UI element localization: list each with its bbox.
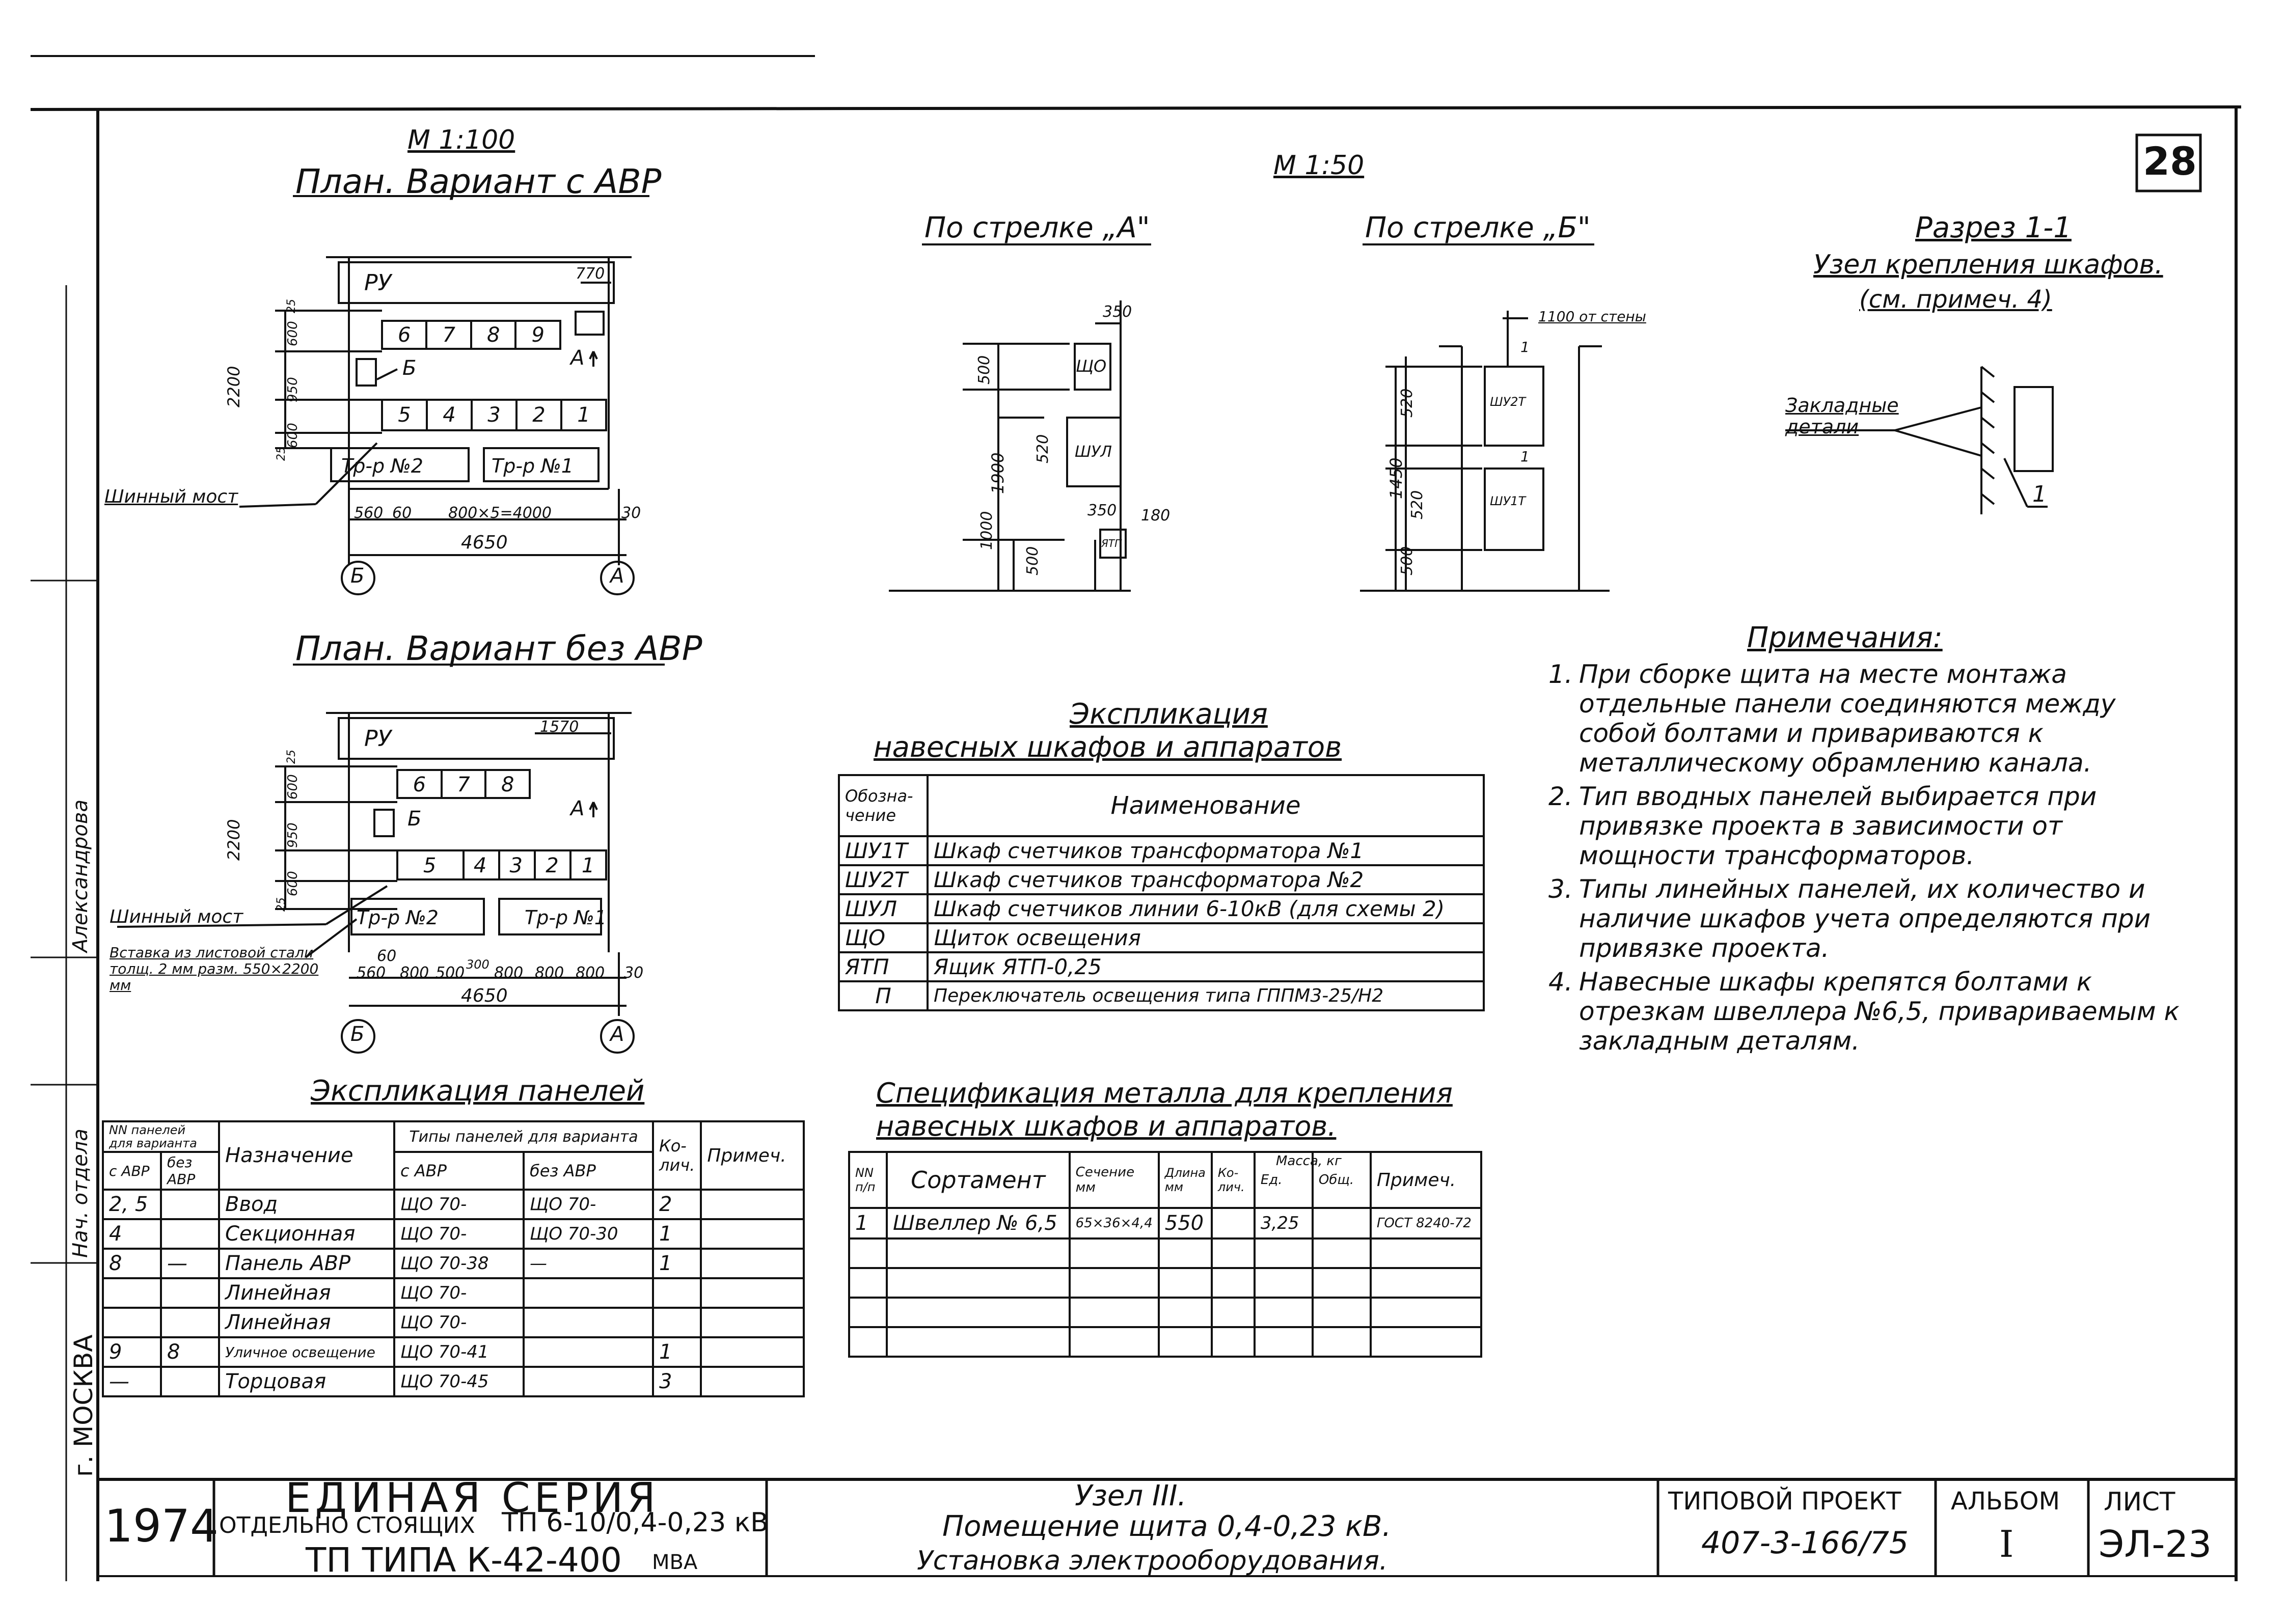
cell: 3 xyxy=(487,403,501,427)
cell: Панель АВР xyxy=(219,1249,394,1278)
tb-album-label: АЛЬБОМ xyxy=(1951,1487,2060,1516)
cell-name: Ящик ЯТП-0,25 xyxy=(928,952,1484,981)
plan-no-abr-title: План. Вариант без АВР xyxy=(295,629,702,668)
cell-name: Шкаф счетчиков линии 6-10кВ (для схемы 2) xyxy=(928,894,1484,923)
plan-abr-dim-25a: 25 xyxy=(285,299,298,313)
cell xyxy=(103,1308,161,1337)
plan-abr-dim-600b: 600 xyxy=(285,423,301,448)
plan-abr-dim-60: 60 xyxy=(392,504,412,522)
tb-type: ТП ТИПА К-42-400 xyxy=(306,1540,622,1580)
plan-no-abr-label-b: Б xyxy=(407,807,422,831)
cell: ЩО 70-41 xyxy=(394,1337,524,1367)
cell: — xyxy=(524,1249,653,1278)
cell: 3,25 xyxy=(1255,1208,1313,1238)
note-item xyxy=(1548,967,2190,1056)
table-row xyxy=(103,1219,804,1249)
cell: 1 xyxy=(581,854,595,877)
plan-no-abr-tr1: Тр-р №1 xyxy=(525,906,607,929)
view-a-dim-500b: 500 xyxy=(1024,546,1042,575)
header-note: Примеч. xyxy=(1371,1152,1481,1208)
cell-code: ШУ2Т xyxy=(839,865,928,894)
spec-mass-header: Масса, кг xyxy=(1276,1153,1342,1169)
plan-abr-lower-cells xyxy=(382,403,606,427)
tb-line3: Установка электрооборудования. xyxy=(917,1546,1388,1576)
cell: 2, 5 xyxy=(103,1190,161,1219)
cell: 9 xyxy=(103,1337,161,1367)
view-b-label-shu2t: ШУ2Т xyxy=(1490,395,1526,409)
table-row xyxy=(849,1238,1481,1268)
plan-abr-total: 4650 xyxy=(461,532,508,553)
plan-no-abr-dim-500: 500 xyxy=(436,964,465,982)
cell: 4 xyxy=(103,1219,161,1249)
section-subtitle: Узел крепления шкафов. xyxy=(1813,250,2163,280)
header-section: Сечение мм xyxy=(1070,1152,1159,1208)
cell: 7 xyxy=(442,323,455,347)
header-length: Длина мм xyxy=(1159,1152,1212,1208)
cell: 3 xyxy=(653,1367,701,1396)
plan-abr-dim-950: 950 xyxy=(285,377,301,402)
cell: 4 xyxy=(473,854,487,877)
view-b-title: По стрелке „Б" xyxy=(1365,211,1591,244)
header-qty: Ко-лич. xyxy=(653,1121,701,1190)
plan-no-abr-upper-cells xyxy=(397,773,530,796)
header-nn: NN панелей для варианта xyxy=(103,1121,219,1152)
cell: Секционная xyxy=(219,1219,394,1249)
table-row xyxy=(849,1268,1481,1298)
sheet-number: 28 xyxy=(2143,139,2197,184)
cell xyxy=(161,1367,219,1396)
plan-no-abr-dim-600b: 600 xyxy=(285,871,301,896)
tb-sheet-no: ЭЛ-23 xyxy=(2099,1523,2212,1565)
cell: 2 xyxy=(546,854,559,877)
axis-b: Б xyxy=(350,564,365,588)
cell: — xyxy=(161,1249,219,1278)
cell: 9 xyxy=(531,323,545,347)
view-a-label-shul: ШУЛ xyxy=(1075,443,1112,461)
cell: 2 xyxy=(532,403,546,427)
table-row xyxy=(103,1337,804,1367)
plan-no-abr-dim-2200: 2200 xyxy=(224,819,243,861)
notes-title: Примечания: xyxy=(1747,621,1943,654)
plan-no-abr-bus: Шинный мост xyxy=(110,906,243,927)
plan-no-abr-lower-cells xyxy=(397,854,606,877)
cell: ЩО 70- xyxy=(524,1190,653,1219)
view-b-dim-520: 520 xyxy=(1398,388,1416,418)
cell: Линейная xyxy=(219,1308,394,1337)
view-b-dim-wall: 1100 от стены xyxy=(1538,308,1646,325)
tb-album-no: I xyxy=(1999,1523,2014,1565)
tb-tp: ТП 6-10/0,4-0,23 кВ xyxy=(502,1507,769,1538)
plan-abr-tr1: Тр-р №1 xyxy=(492,455,574,477)
view-a-dim-350b: 350 xyxy=(1087,502,1117,519)
spec-title1: Спецификация металла для крепления xyxy=(876,1077,1453,1109)
plan-no-abr-ru: РУ xyxy=(364,726,392,752)
plan-abr-dim-560: 560 xyxy=(354,504,384,522)
note-text: Тип вводных панелей выбирается при привязке проекта в зависимости от мощности трансформаторов. xyxy=(1579,782,2097,870)
tb-year: 1974 xyxy=(104,1500,219,1552)
view-a-dim-180: 180 xyxy=(1141,507,1171,525)
cell: Ввод xyxy=(219,1190,394,1219)
section-note: (см. примеч. 4) xyxy=(1859,285,2052,314)
plan-no-abr-tr2: Тр-р №2 xyxy=(357,906,439,929)
cell: 6 xyxy=(413,773,426,796)
scale-50-label: М 1:50 xyxy=(1273,150,1365,181)
cell: 65×36×4,4 xyxy=(1070,1208,1159,1238)
plan-no-abr-dim-top: 1570 xyxy=(540,718,579,736)
axis-a: А xyxy=(610,1023,624,1046)
cell: ЩО 70-30 xyxy=(524,1219,653,1249)
table-row xyxy=(839,923,1484,952)
plan-no-abr-dim-950: 950 xyxy=(285,822,301,848)
view-b-mark: 1 xyxy=(1520,448,1530,465)
note-number: 4. xyxy=(1548,967,1573,997)
view-b-dim-500: 500 xyxy=(1398,546,1416,575)
header-qty: Ко-лич. xyxy=(1212,1152,1255,1208)
view-a-dim-350: 350 xyxy=(1103,303,1132,321)
expl-cabinets-title2: навесных шкафов и аппаратов xyxy=(874,731,1342,764)
table-header-row xyxy=(849,1152,1481,1208)
note-item xyxy=(1548,874,2190,963)
tb-node: Узел III. xyxy=(1075,1479,1187,1512)
cell-name: Шкаф счетчиков трансформатора №1 xyxy=(928,836,1484,865)
table-row xyxy=(849,1327,1481,1357)
cell xyxy=(161,1308,219,1337)
cell: 1 xyxy=(653,1337,701,1367)
cell: ЩО 70- xyxy=(394,1219,524,1249)
header-nn: NN п/п xyxy=(849,1152,887,1208)
cell xyxy=(701,1219,804,1249)
plan-abr-bus: Шинный мост xyxy=(104,486,238,507)
plan-no-abr-dim-800c: 800 xyxy=(535,964,564,982)
cell-code: ЯТП xyxy=(839,952,928,981)
cell-name: Шкаф счетчиков трансформатора №2 xyxy=(928,865,1484,894)
view-a-dim-520: 520 xyxy=(1034,434,1052,463)
plan-no-abr-dim-800a: 800 xyxy=(400,964,429,982)
view-a-title: По стрелке „А" xyxy=(924,211,1150,244)
table-row xyxy=(839,894,1484,923)
plan-abr-upper-cells xyxy=(382,323,560,347)
cell: 4 xyxy=(443,403,456,427)
table-row xyxy=(849,1298,1481,1327)
note-text: Навесные шкафы крепятся болтами к отрезкам швеллера №6,5, привариваемым к закладным деталям. xyxy=(1579,967,2180,1056)
tb-sheet-label: ЛИСТ xyxy=(2104,1487,2175,1517)
cell-code: ШУЛ xyxy=(839,894,928,923)
plan-abr-dim-25b: 25 xyxy=(275,447,288,461)
table-row xyxy=(839,952,1484,981)
view-b-dim-520b: 520 xyxy=(1408,490,1426,519)
cell xyxy=(524,1308,653,1337)
cell: Швеллер № 6,5 xyxy=(887,1208,1070,1238)
header-noabr: без АВР xyxy=(161,1152,219,1190)
note-number: 2. xyxy=(1548,782,1573,811)
plan-no-abr-dim-560: 560 xyxy=(357,964,386,982)
plan-abr-dim-4000: 800×5=4000 xyxy=(448,504,552,522)
tb-mva: МВА xyxy=(652,1551,698,1574)
plan-abr-tr2: Тр-р №2 xyxy=(341,455,423,477)
note-text: Типы линейных панелей, их количество и наличие шкафов учета определяются при привязке проекта. xyxy=(1579,874,2151,963)
table-header-row xyxy=(839,775,1484,836)
axis-b: Б xyxy=(350,1023,365,1046)
plan-abr-title: План. Вариант с АВР xyxy=(295,162,662,201)
section-title: Разрез 1-1 xyxy=(1915,211,2072,244)
view-a-dim-1900: 1900 xyxy=(988,452,1008,494)
cell xyxy=(103,1278,161,1308)
view-a-label-yatp: ЯТП xyxy=(1101,537,1123,549)
cell xyxy=(701,1278,804,1308)
cell-name: Щиток освещения xyxy=(928,923,1484,952)
cell: ГОСТ 8240-72 xyxy=(1371,1208,1481,1238)
cell-code: ЩО xyxy=(839,923,928,952)
cell xyxy=(161,1190,219,1219)
plan-no-abr-dim-600: 600 xyxy=(285,774,301,800)
table-row xyxy=(103,1367,804,1396)
cell: Уличное освещение xyxy=(219,1337,394,1367)
header-mass-unit: Ед. xyxy=(1255,1152,1313,1208)
cell: 7 xyxy=(457,773,470,796)
side-city: г. МОСКВА xyxy=(69,1334,98,1477)
header-code: Обозна-чение xyxy=(839,775,928,836)
header-name: Наименование xyxy=(928,775,1484,836)
cell: 5 xyxy=(398,403,411,427)
scale-100-label: М 1:100 xyxy=(407,125,515,155)
view-a-dim-500: 500 xyxy=(975,355,993,384)
cell: 1 xyxy=(653,1219,701,1249)
cell xyxy=(653,1278,701,1308)
header-note: Примеч. xyxy=(701,1121,804,1190)
table-row xyxy=(839,981,1484,1010)
plan-no-abr-dim-800d: 800 xyxy=(576,964,605,982)
header-types: Типы панелей для варианта xyxy=(394,1121,653,1152)
header-type-abr: с АВР xyxy=(394,1152,524,1190)
cell: Торцовая xyxy=(219,1367,394,1396)
cell-name: Переключатель освещения типа ГППМ3-25/Н2 xyxy=(928,981,1484,1010)
view-b-mark: 1 xyxy=(1520,339,1530,355)
spec-table xyxy=(848,1151,1482,1358)
cell xyxy=(701,1367,804,1396)
expl-panels-title: Экспликация панелей xyxy=(311,1075,645,1108)
note-item xyxy=(1548,782,2190,870)
cell: 6 xyxy=(398,323,411,347)
table-row xyxy=(103,1278,804,1308)
cell xyxy=(701,1249,804,1278)
header-assortment: Сортамент xyxy=(887,1152,1070,1208)
plan-no-abr-dim-25b: 25 xyxy=(275,897,288,912)
cell: ЩО 70-38 xyxy=(394,1249,524,1278)
note-number: 1. xyxy=(1548,659,1573,689)
header-purpose: Назначение xyxy=(219,1121,394,1190)
cell xyxy=(524,1367,653,1396)
side-name: Александрова xyxy=(69,800,92,952)
view-a-dim-1000: 1000 xyxy=(978,511,996,550)
plan-no-abr-dim-25a: 25 xyxy=(285,750,298,764)
tb-project-label: ТИПОВОЙ ПРОЕКТ xyxy=(1668,1487,1901,1516)
cell xyxy=(524,1278,653,1308)
side-dept: Нач. отдела xyxy=(69,1128,92,1258)
cell: 1 xyxy=(577,403,590,427)
plan-no-abr-insert: Вставка из листовой стали толщ. 2 мм разм. 550×2200 мм xyxy=(110,944,319,994)
cell xyxy=(161,1219,219,1249)
table-row xyxy=(103,1308,804,1337)
tb-standalone: ОТДЕЛЬНО СТОЯЩИХ xyxy=(219,1512,475,1538)
header-abr: с АВР xyxy=(103,1152,161,1190)
table-row xyxy=(103,1190,804,1219)
plan-abr-label-b: Б xyxy=(402,356,417,380)
tb-line2: Помещение щита 0,4-0,23 кВ. xyxy=(942,1510,1392,1543)
cell xyxy=(1313,1208,1371,1238)
cell: 3 xyxy=(509,854,523,877)
cell: 2 xyxy=(653,1190,701,1219)
cell: 8 xyxy=(161,1337,219,1367)
tb-series: ЕДИНАЯ СЕРИЯ xyxy=(285,1474,660,1522)
spec-title2: навесных шкафов и аппаратов. xyxy=(876,1110,1337,1142)
cell: ЩО 70- xyxy=(394,1278,524,1308)
note-item xyxy=(1548,659,2190,778)
table-header-row xyxy=(103,1121,804,1152)
cell: ЩО 70-45 xyxy=(394,1367,524,1396)
plan-abr-dim-2200: 2200 xyxy=(224,366,243,407)
table-row xyxy=(839,865,1484,894)
view-b-dim-1450: 1450 xyxy=(1386,457,1406,499)
view-b-label-shu1t: ШУ1Т xyxy=(1490,494,1526,508)
plan-abr-dim-600: 600 xyxy=(285,321,301,346)
header-mass-total: Общ. xyxy=(1313,1152,1371,1208)
section-embedded: Закладные детали xyxy=(1785,394,1899,438)
table-row xyxy=(839,836,1484,865)
cell xyxy=(653,1308,701,1337)
cell: — xyxy=(103,1367,161,1396)
table-row xyxy=(849,1208,1481,1238)
plan-no-abr-label-a: А xyxy=(570,797,585,820)
cell: 550 xyxy=(1159,1208,1212,1238)
plan-no-abr-total: 4650 xyxy=(461,985,508,1006)
table-row xyxy=(103,1249,804,1278)
expl-panels-table xyxy=(102,1120,805,1397)
cell: ЩО 70- xyxy=(394,1308,524,1337)
section-mark: 1 xyxy=(2032,481,2047,507)
cell-code: ШУ1Т xyxy=(839,836,928,865)
cell: 8 xyxy=(487,323,500,347)
view-a-label-sho: ЩО xyxy=(1076,356,1107,376)
plan-no-abr-dim-30: 30 xyxy=(624,964,644,982)
cell xyxy=(161,1278,219,1308)
notes-list xyxy=(1548,659,2190,1056)
plan-no-abr-dim-800b: 800 xyxy=(494,964,524,982)
cell: 1 xyxy=(653,1249,701,1278)
expl-cabinets-title1: Экспликация xyxy=(1070,698,1268,731)
header-type-noabr: без АВР xyxy=(524,1152,653,1190)
cell: 8 xyxy=(103,1249,161,1278)
axis-a: А xyxy=(610,564,624,588)
cell: 1 xyxy=(849,1208,887,1238)
cell-code: П xyxy=(839,981,928,1010)
expl-cabinets-table xyxy=(838,774,1485,1011)
cell xyxy=(524,1337,653,1367)
plan-no-abr-dim-300: 300 xyxy=(466,957,489,972)
cell xyxy=(701,1337,804,1367)
cell xyxy=(701,1190,804,1219)
note-text: При сборке щита на месте монтажа отдельные панели соединяются между собой болтами и привариваются к металлическому обрамлению канала. xyxy=(1579,659,2116,778)
plan-abr-dim-top: 770 xyxy=(576,265,605,283)
plan-abr-label-a: А xyxy=(570,346,585,370)
cell: 8 xyxy=(501,773,514,796)
cell xyxy=(1212,1208,1255,1238)
cell: Линейная xyxy=(219,1278,394,1308)
tb-project-no: 407-3-166/75 xyxy=(1701,1525,1909,1561)
cell xyxy=(701,1308,804,1337)
cell: 5 xyxy=(423,854,437,877)
plan-abr-dim-30: 30 xyxy=(621,504,641,522)
plan-no-abr-dim-60: 60 xyxy=(377,947,397,965)
note-number: 3. xyxy=(1548,874,1573,904)
plan-abr-ru: РУ xyxy=(364,270,392,296)
cell: ЩО 70- xyxy=(394,1190,524,1219)
